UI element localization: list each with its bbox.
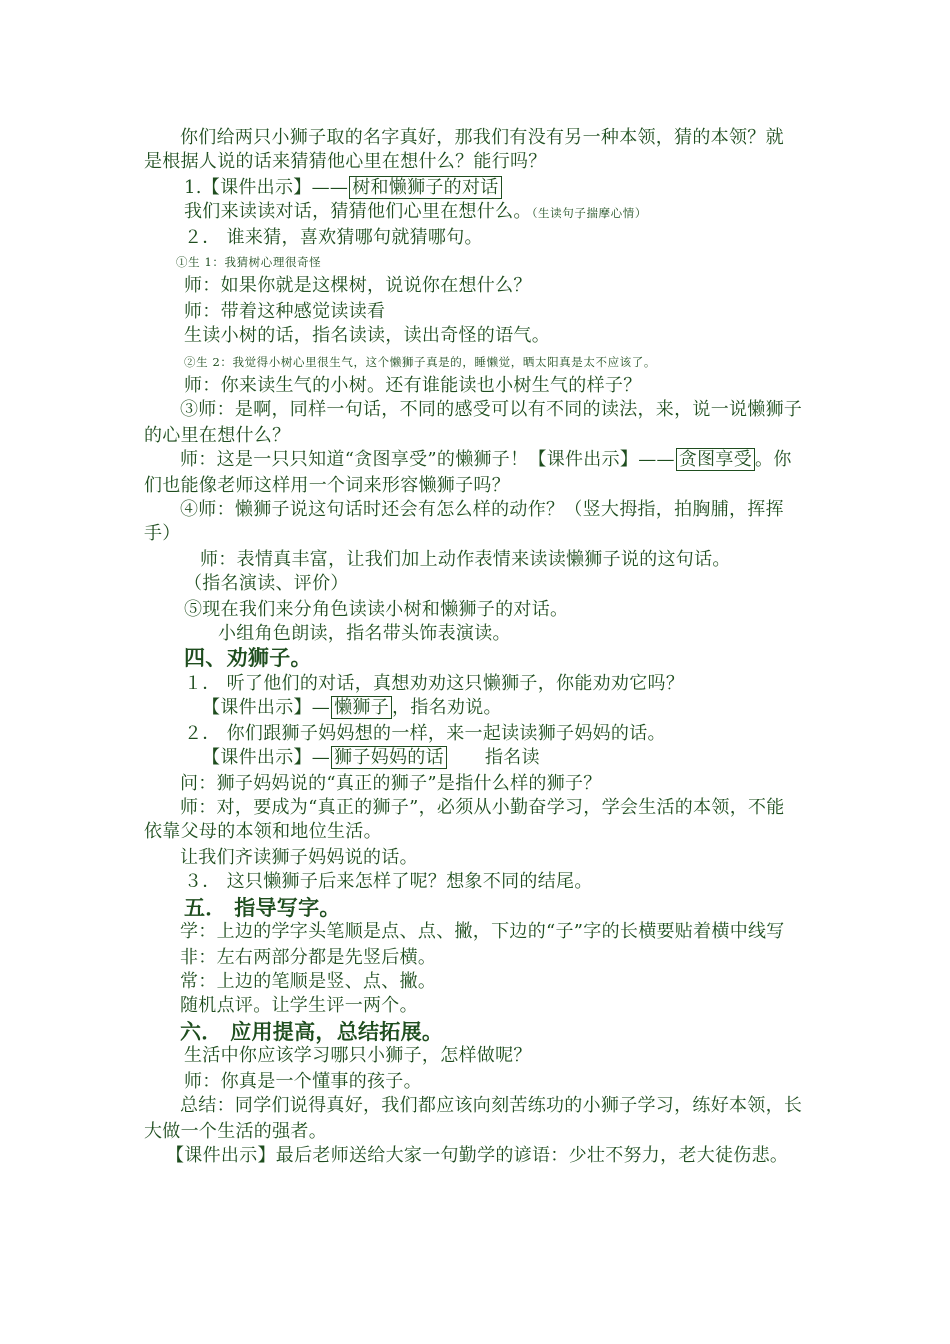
paragraph-line: 是根据人说的话来猜猜他心里在想什么？能行吗？ — [144, 151, 547, 172]
courseware-line — [180, 448, 792, 472]
line-text: 1.【课件出示】—— — [184, 177, 349, 198]
boxed-keyword: 狮子妈妈的话 — [331, 746, 447, 769]
paragraph-line: ２． 你们跟狮子妈妈想的一样，来一起读读狮子妈妈的话。 — [184, 723, 666, 744]
paragraph-line: 师：对，要成为“真正的狮子”，必须从小勤奋学习，学会生活的本领，不能 — [180, 797, 785, 818]
paragraph-line: 们也能像老师这样用一个词来形容懒狮子吗？ — [144, 475, 510, 496]
section-heading: 五． 指导写字。 — [184, 895, 341, 920]
paragraph-line: 你们给两只小狮子取的名字真好，那我们有没有另一种本领，猜的本领？就 — [180, 127, 784, 148]
line-text: 【课件出示】— — [202, 697, 331, 718]
paragraph-line: ④师：懒狮子说这句话时还会有怎么样的动作？（竖大拇指，拍胸脯，挥挥 — [180, 499, 784, 520]
paragraph-line: 让我们齐读狮子妈妈说的话。 — [180, 847, 418, 868]
line-text: ，指名劝说。 — [392, 697, 502, 718]
paragraph-line: １． 听了他们的对话，真想劝劝这只懒狮子，你能劝劝它吗？ — [184, 673, 685, 694]
paragraph-line: 师：你真是一个懂事的孩子。 — [184, 1071, 422, 1092]
paragraph-line: 依靠父母的本领和地位生活。 — [144, 821, 382, 842]
paragraph-line: 生读小树的话，指名读读，读出奇怪的语气。 — [184, 325, 550, 346]
line-text: 【课件出示】— — [202, 747, 331, 768]
courseware-line — [184, 176, 502, 200]
paragraph-line: ③师：是啊，同样一句话，不同的感受可以有不同的读法，来，说一说懒狮子 — [180, 399, 803, 420]
courseware-line — [202, 746, 540, 770]
paragraph-line: ⑤现在我们来分角色读读小树和懒狮子的对话。 — [184, 599, 569, 620]
paragraph-line: 学：上边的学字头笔顺是点、点、撇，下边的“子”字的长横要贴着横中线写 — [180, 921, 785, 942]
boxed-keyword: 树和懒狮子的对话 — [349, 176, 501, 199]
paragraph-line: （指名演读、评价） — [184, 573, 349, 594]
paragraph-line: 小组角色朗读，指名带头饰表演读。 — [218, 623, 511, 644]
paragraph-line: 非：左右两部分都是先竖后横。 — [180, 947, 437, 968]
line-text: 。你 — [755, 449, 792, 470]
side-note: （生读句子揣摩心情） — [531, 206, 647, 220]
boxed-keyword: 贪图享受 — [676, 448, 755, 471]
line-text: 指名读 — [484, 747, 540, 768]
paragraph-line: ２． 谁来猜，喜欢猜哪句就猜哪句。 — [184, 227, 483, 248]
paragraph-line: 生活中你应该学习哪只小狮子，怎样做呢？ — [184, 1045, 532, 1066]
section-heading: 六． 应用提高，总结拓展。 — [180, 1019, 444, 1044]
paragraph-line: 师：表情真丰富，让我们加上动作表情来读读懒狮子说的这句话。 — [200, 549, 731, 570]
paragraph-line: 师：如果你就是这棵树，说说你在想什么？ — [184, 275, 532, 296]
paragraph-line: 大做一个生活的强者。 — [144, 1121, 327, 1142]
paragraph-line: 常：上边的笔顺是竖、点、撇。 — [180, 971, 437, 992]
courseware-line: 【课件出示】最后老师送给大家一句勤学的谚语：少壮不努力，老大徒伤悲。 — [166, 1145, 789, 1166]
courseware-line — [202, 696, 502, 720]
paragraph-line: 师：你来读生气的小树。还有谁能读也小树生气的样子？ — [184, 375, 642, 396]
paragraph-line: 随机点评。让学生评一两个。 — [180, 995, 418, 1016]
paragraph-line: 问：狮子妈妈说的“真正的狮子”是指什么样的狮子？ — [180, 773, 602, 794]
paragraph-line: 总结：同学们说得真好，我们都应该向刻苦练功的小狮子学习，练好本领，长 — [180, 1095, 803, 1116]
paragraph-line: 的心里在想什么？ — [144, 425, 291, 446]
student-note: ①生 1：我猜树心理很奇怪 — [176, 255, 322, 269]
line-text: 我们来读读对话，猜猜他们心里在想什么。 — [184, 201, 532, 222]
boxed-keyword: 懒狮子 — [331, 696, 392, 719]
student-note: ②生 2：我觉得小树心里很生气，这个懒狮子真是的，睡懒觉，晒太阳真是太不应该了。 — [184, 355, 656, 369]
paragraph-line: ３． 这只懒狮子后来怎样了呢？想象不同的结尾。 — [184, 871, 593, 892]
line-text: 师：这是一只只知道“贪图享受”的懒狮子！【课件出示】—— — [180, 449, 675, 470]
section-heading: 四、劝狮子。 — [184, 645, 312, 670]
paragraph-line — [184, 200, 647, 225]
paragraph-line: 师：带着这种感觉读读看 — [184, 301, 386, 322]
paragraph-line: 手） — [144, 523, 181, 544]
